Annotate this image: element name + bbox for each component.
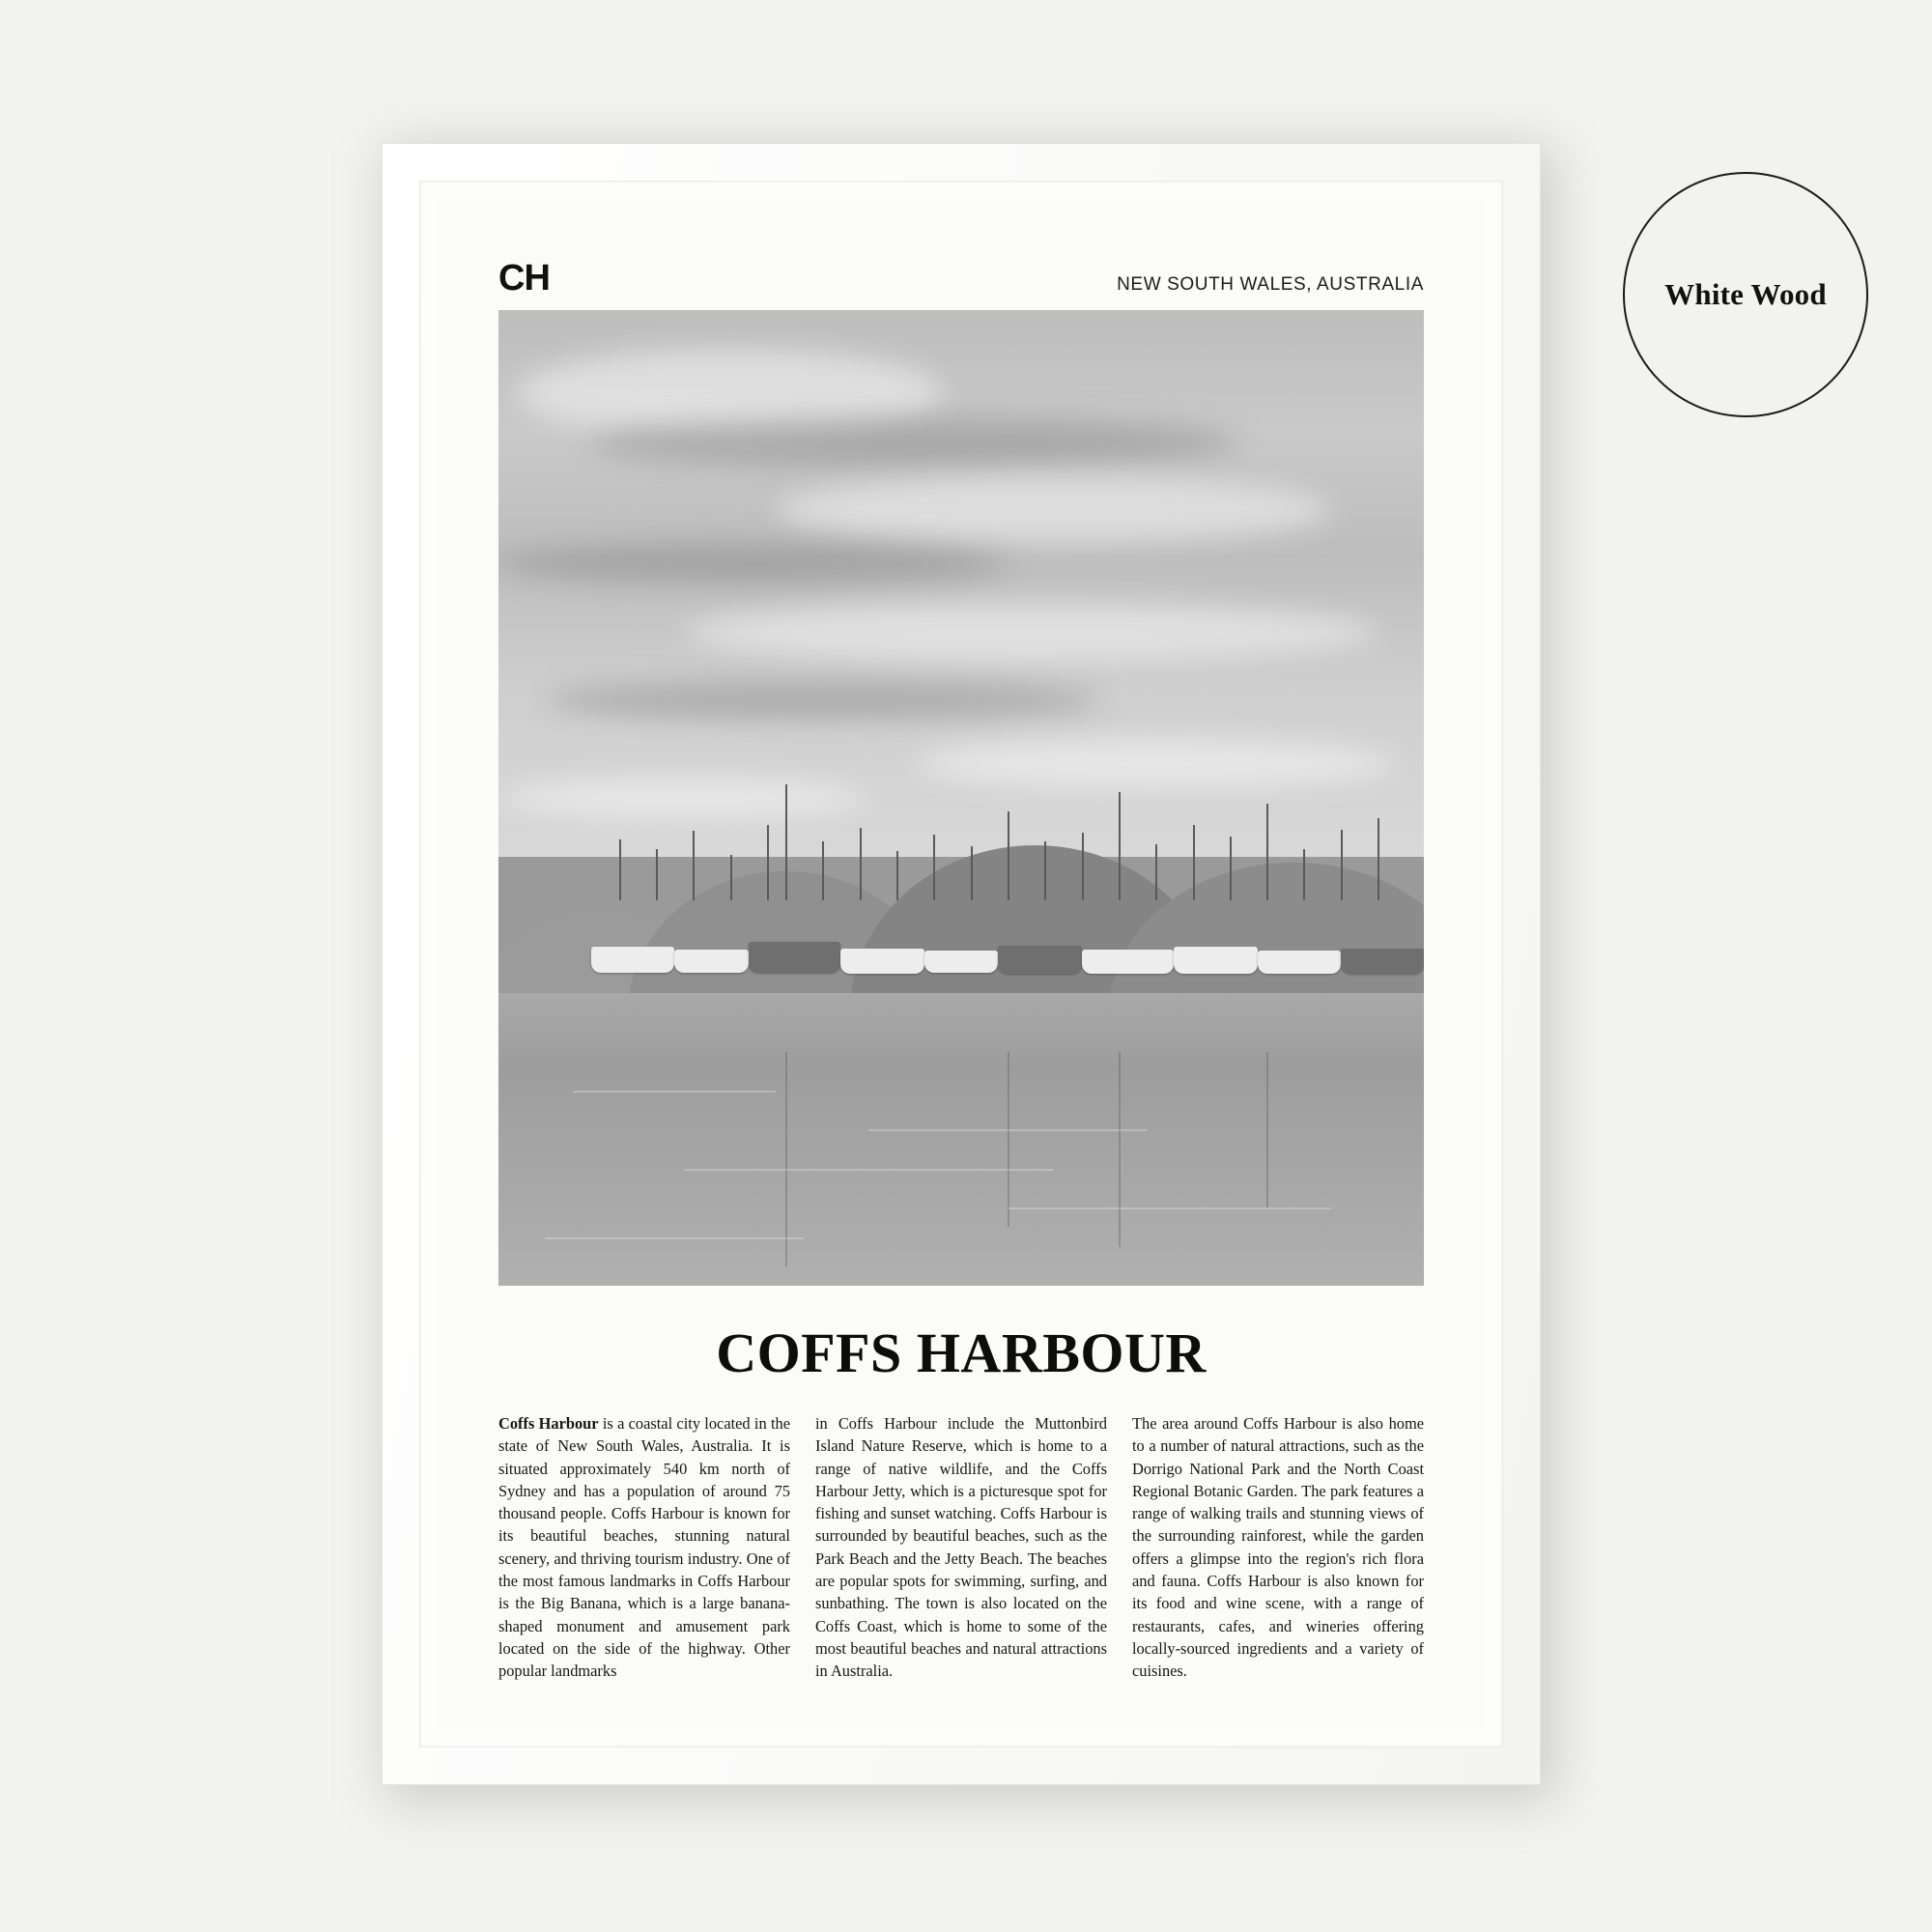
body-lead-in: Coffs Harbour (498, 1414, 599, 1433)
material-badge-label: White Wood (1664, 277, 1827, 311)
cloud (776, 476, 1331, 545)
boat-hull (591, 947, 674, 973)
water-ripple (1008, 1208, 1331, 1209)
water (498, 993, 1424, 1286)
cloud (684, 603, 1378, 662)
mast (971, 846, 973, 900)
mast (1044, 841, 1046, 900)
mast (860, 828, 862, 900)
mast (767, 825, 769, 900)
mast (785, 784, 787, 900)
water-ripple (573, 1091, 777, 1093)
boat-hull (998, 946, 1081, 974)
mast (1341, 830, 1343, 900)
mast-reflection (1008, 1052, 1009, 1228)
poster-code: CH (498, 258, 550, 298)
body-text: is a coastal city located in the state of New South Wales, Australia. It is situated approximately 540 km north of Sydney and has a population of around 75 thousand people. Coffs Harbour is known for its beautiful beaches, stunning natural scenery, and thriving tourism industry. One of the most famous landmarks in Coffs Harbour is the Big Banana, which is a large banana-shaped monument and amusement park located on the side of the highway. Other popular landmarks (498, 1414, 790, 1681)
mast (896, 851, 898, 900)
mast (656, 849, 658, 900)
mast (1193, 825, 1195, 900)
mast (1008, 811, 1009, 900)
mast (1119, 792, 1121, 899)
cloud (915, 739, 1396, 788)
mast-reflection (1266, 1052, 1268, 1208)
boat-row (498, 895, 1424, 1012)
body-column-1 (498, 1412, 790, 1683)
mast (1378, 818, 1379, 900)
boat-hull (674, 950, 749, 973)
body-text: The area around Coffs Harbour is also home to a number of natural attractions, such as the Dorrigo National Park and the North Coast Regional Botanic Garden. The park features a range of walking trails and stunning views of the surrounding rainforest, while the garden offers a glimpse into the region's rich flora and fauna. Coffs Harbour is also known for its food and wine scene, with a range of restaurants, cafes, and wineries offering locally-sourced ingredients and a variety of cuisines. (1132, 1414, 1424, 1681)
poster-body (498, 1412, 1424, 1683)
picture-frame (382, 143, 1541, 1785)
poster-header (498, 260, 1424, 297)
mast (1266, 804, 1268, 899)
page-title: COFFS HARBOUR (716, 1321, 1207, 1384)
boat-hull (924, 951, 999, 973)
poster (439, 200, 1484, 1728)
cloud (591, 417, 1239, 467)
water-ripple (545, 1237, 804, 1239)
material-badge (1623, 172, 1868, 417)
body-column-3 (1132, 1412, 1424, 1683)
boat-hull (1341, 949, 1424, 975)
body-text: in Coffs Harbour include the Muttonbird Island Nature Reserve, which is home to a range of native wildlife, and the Coffs Harbour Jetty, which is a picturesque spot for fishing and sunset watching. Coffs Harbour is surrounded by beautiful beaches, such as the Park Beach and the Jetty Beach. The beaches are popular spots for swimming, surfing, and sunbathing. The town is also located on the Coffs Coast, which is home to some of the most beautiful beaches and natural attractions in Australia. (815, 1414, 1107, 1681)
mast (1155, 844, 1157, 900)
boat-hull (1174, 947, 1257, 974)
mast-reflection (785, 1052, 787, 1266)
harbour-photo (498, 310, 1424, 1286)
mast (1082, 833, 1084, 900)
mast (730, 855, 732, 900)
body-column-2 (815, 1412, 1107, 1683)
mast (619, 839, 621, 900)
poster-region: NEW SOUTH WALES, AUSTRALIA (1117, 274, 1424, 295)
mast-reflection (1119, 1052, 1121, 1247)
cloud (545, 681, 1100, 720)
mast (933, 835, 935, 900)
boat-hull (1258, 951, 1341, 974)
boat-hull (1082, 950, 1175, 974)
mast (1303, 849, 1305, 900)
boat-hull (749, 942, 841, 973)
mast (1230, 837, 1232, 899)
mast (822, 841, 824, 900)
cloud (498, 544, 1008, 582)
water-ripple (684, 1169, 1054, 1171)
mast (693, 831, 695, 900)
boat-hull (840, 949, 923, 975)
